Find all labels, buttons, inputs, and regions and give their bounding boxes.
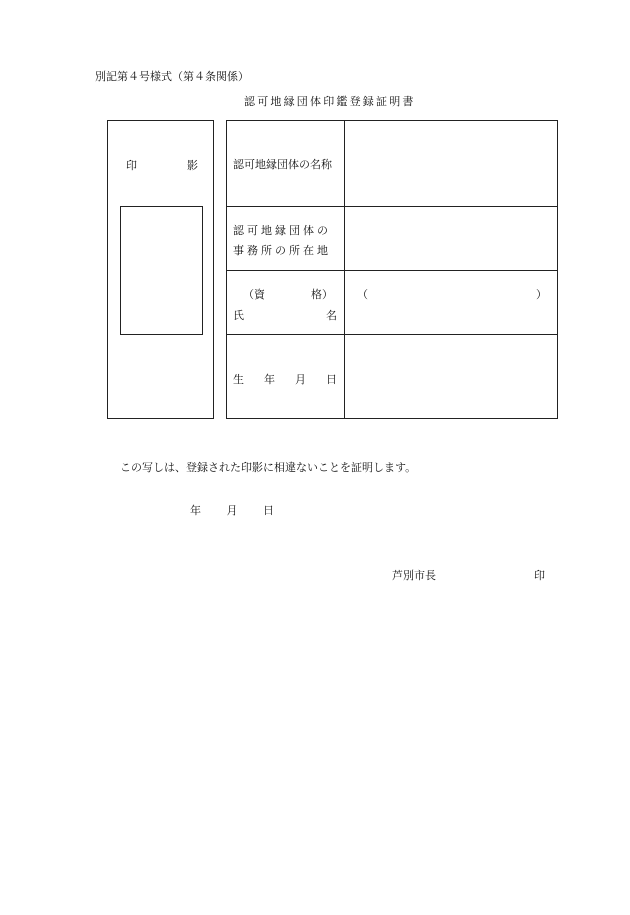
certification-statement: この写しは、登録された印影に相違ないことを証明します。 (120, 461, 417, 474)
seal-impression-label-right: 影 (187, 159, 198, 172)
qualification-value-close: ） (536, 288, 547, 301)
table-row-birth-date (227, 335, 557, 419)
birth-date-label-part2: 年 (264, 373, 275, 386)
issue-date-year: 年 (190, 504, 201, 517)
issue-date-day: 日 (263, 504, 274, 517)
person-name-label-left: 氏 (233, 309, 244, 322)
qualification-name-label-cell (227, 271, 345, 334)
issuer-title: 芦別市長 (392, 569, 436, 582)
birth-date-label (233, 371, 337, 387)
person-name-label (233, 307, 337, 323)
seal-impression-label (126, 157, 198, 173)
form-number: 別記第４号様式（第４条関係） (95, 70, 249, 83)
issue-date (190, 502, 274, 518)
birth-date-label-part3: 月 (295, 373, 306, 386)
qualification-value-open: （ (357, 288, 368, 301)
qualification-name-value-cell (345, 271, 557, 334)
qualification-value-brackets (357, 286, 547, 302)
office-address-label-cell (227, 207, 345, 270)
office-address-label-line2: 事務所の所在地 (233, 244, 331, 257)
qualification-label-close: 格） (311, 288, 333, 301)
issuer-seal-mark: 印 (534, 569, 545, 582)
office-address-label-line1: 認可地縁団体の (233, 224, 331, 237)
birth-date-value-cell (345, 335, 557, 419)
organization-name-label: 認可地縁団体の名称 (233, 158, 332, 171)
birth-date-label-cell (227, 335, 345, 419)
office-address-value-cell (345, 207, 557, 270)
document-title: 認可地縁団体印鑑登録証明書 (244, 95, 416, 108)
table-row-office-address (227, 207, 557, 271)
registration-info-table (226, 120, 558, 419)
qualification-label-open: （資 (243, 288, 265, 301)
seal-impression-box (120, 206, 203, 335)
organization-name-value-cell (345, 121, 557, 206)
table-row-qualification-name (227, 271, 557, 335)
qualification-label (233, 286, 333, 302)
seal-impression-label-left: 印 (126, 159, 137, 172)
issue-date-month: 月 (226, 504, 238, 517)
birth-date-label-part4: 日 (326, 373, 337, 386)
organization-name-label-cell (227, 121, 345, 206)
person-name-label-right: 名 (326, 309, 337, 322)
seal-impression-column (107, 120, 214, 419)
table-row-organization-name (227, 121, 557, 207)
birth-date-label-part1: 生 (233, 373, 244, 386)
